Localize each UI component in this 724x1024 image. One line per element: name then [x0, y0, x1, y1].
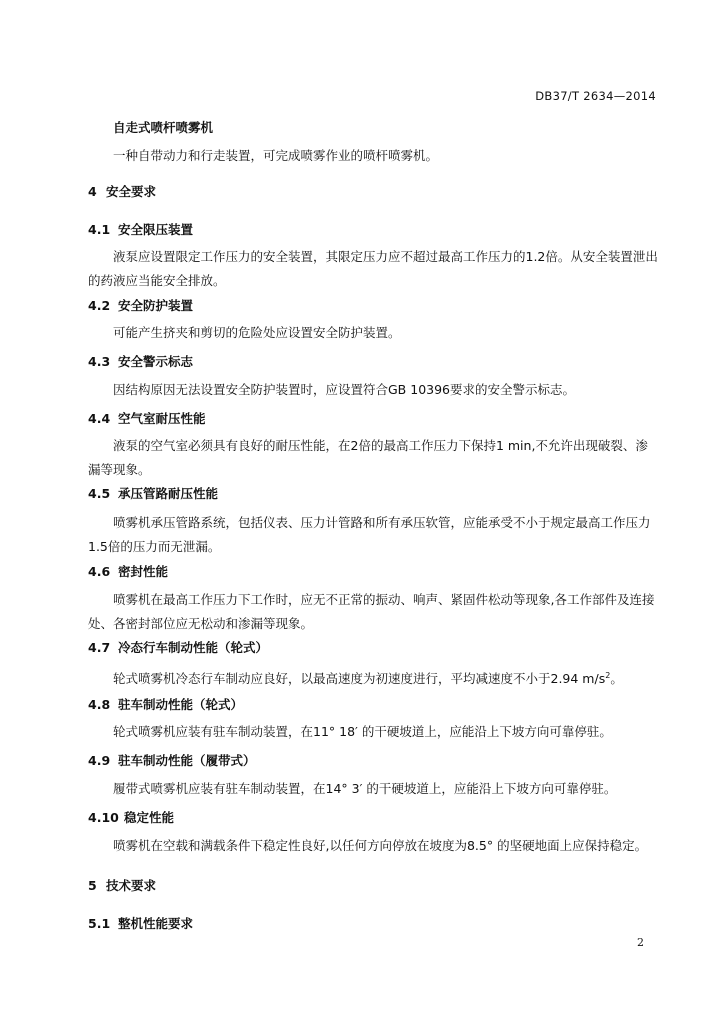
- section-4-9-text: 履带式喷雾机应装有驻车制动装置，在14° 3′ 的干硬坡道上，应能沿上下坡方向可靠停驻。: [113, 781, 617, 796]
- section-4-6-text: 喷雾机在最高工作压力下工作时，应无不正常的振动、响声、紧固件松动等现象,各工作部件及连接处、各密封部位应无松动和渗漏等现象。: [88, 592, 655, 631]
- term-definition: 一种自带动力和行走装置，可完成喷雾作业的喷杆喷雾机。: [113, 148, 439, 163]
- section-4-1-heading: [88, 218, 193, 242]
- section-title: 密封性能: [118, 564, 169, 579]
- section-number: 5.1: [88, 916, 111, 931]
- section-4-3-heading: [88, 350, 193, 374]
- section-number: 4.6: [88, 564, 111, 579]
- section-number: 4.2: [88, 298, 111, 313]
- section-title: 冷态行车制动性能（轮式）: [118, 640, 269, 655]
- section-title: 空气室耐压性能: [118, 411, 206, 426]
- section-number: 4.9: [88, 753, 111, 768]
- superscript: 2: [605, 671, 611, 680]
- section-title: 安全限压装置: [118, 222, 194, 237]
- section-4-5-heading: [88, 482, 218, 506]
- section-title: 稳定性能: [124, 810, 175, 825]
- section-4-8-heading: [88, 693, 243, 717]
- section-number: 4.8: [88, 697, 111, 712]
- term-title: 自走式喷杆喷雾机: [113, 120, 214, 135]
- section-5-heading: [88, 874, 156, 898]
- section-4-10-text: 喷雾机在空载和满载条件下稳定性良好,以任何方向停放在坡度为8.5° 的坚硬地面上应保持稳定。: [113, 838, 648, 853]
- section-number: 4: [88, 184, 97, 199]
- section-4-3-text: 因结构原因无法设置安全防护装置时，应设置符合GB 10396要求的安全警示标志。: [113, 382, 576, 397]
- section-4-10-heading: [88, 806, 174, 830]
- section-4-7-heading: [88, 636, 268, 660]
- section-title: 整机性能要求: [118, 916, 194, 931]
- section-4-7-text: [88, 664, 658, 691]
- section-title: 驻车制动性能（履带式）: [118, 753, 256, 768]
- section-4-8-text: 轮式喷雾机应装有驻车制动装置，在11° 18′ 的干硬坡道上，应能沿上下坡方向可靠停驻。: [113, 724, 612, 739]
- section-number: 4.3: [88, 354, 111, 369]
- text-run: 。: [610, 671, 623, 687]
- page-number: 2: [637, 936, 644, 949]
- section-4-heading: [88, 180, 156, 204]
- section-4-9-heading: [88, 749, 256, 773]
- section-4-1-text: 液泵应设置限定工作压力的安全装置，其限定压力应不超过最高工作压力的1.2倍。从安全装置泄出的药液应当能安全排放。: [88, 249, 658, 288]
- section-number: 4.10: [88, 810, 119, 825]
- section-4-6-heading: [88, 560, 168, 584]
- section-number: 4.1: [88, 222, 111, 237]
- standard-code: DB37/T 2634—2014: [535, 89, 656, 103]
- section-4-4-heading: [88, 407, 206, 431]
- section-title: 安全要求: [106, 184, 157, 199]
- section-number: 5: [88, 878, 97, 893]
- section-title: 驻车制动性能（轮式）: [118, 697, 244, 712]
- section-4-5-text: 喷雾机承压管路系统，包括仪表、压力计管路和所有承压软管，应能承受不小于规定最高工作压力1.5倍的压力而无泄漏。: [88, 515, 651, 554]
- section-number: 4.7: [88, 640, 111, 655]
- section-4-2-text: 可能产生挤夹和剪切的危险处应设置安全防护装置。: [113, 325, 401, 340]
- section-title: 承压管路耐压性能: [118, 486, 219, 501]
- section-5-1-heading: [88, 912, 193, 936]
- section-4-2-heading: [88, 294, 193, 318]
- section-title: 安全警示标志: [118, 354, 194, 369]
- section-title: 技术要求: [106, 878, 157, 893]
- section-title: 安全防护装置: [118, 298, 194, 313]
- text-run: 轮式喷雾机冷态行车制动应良好，以最高速度为初速度进行，平均减速度不小于2.94 m/s: [113, 671, 606, 687]
- section-4-4-text: 液泵的空气室必须具有良好的耐压性能，在2倍的最高工作压力下保持1 min,不允许出现破裂、渗漏等现象。: [88, 438, 648, 477]
- section-number: 4.4: [88, 411, 111, 426]
- section-number: 4.5: [88, 486, 111, 501]
